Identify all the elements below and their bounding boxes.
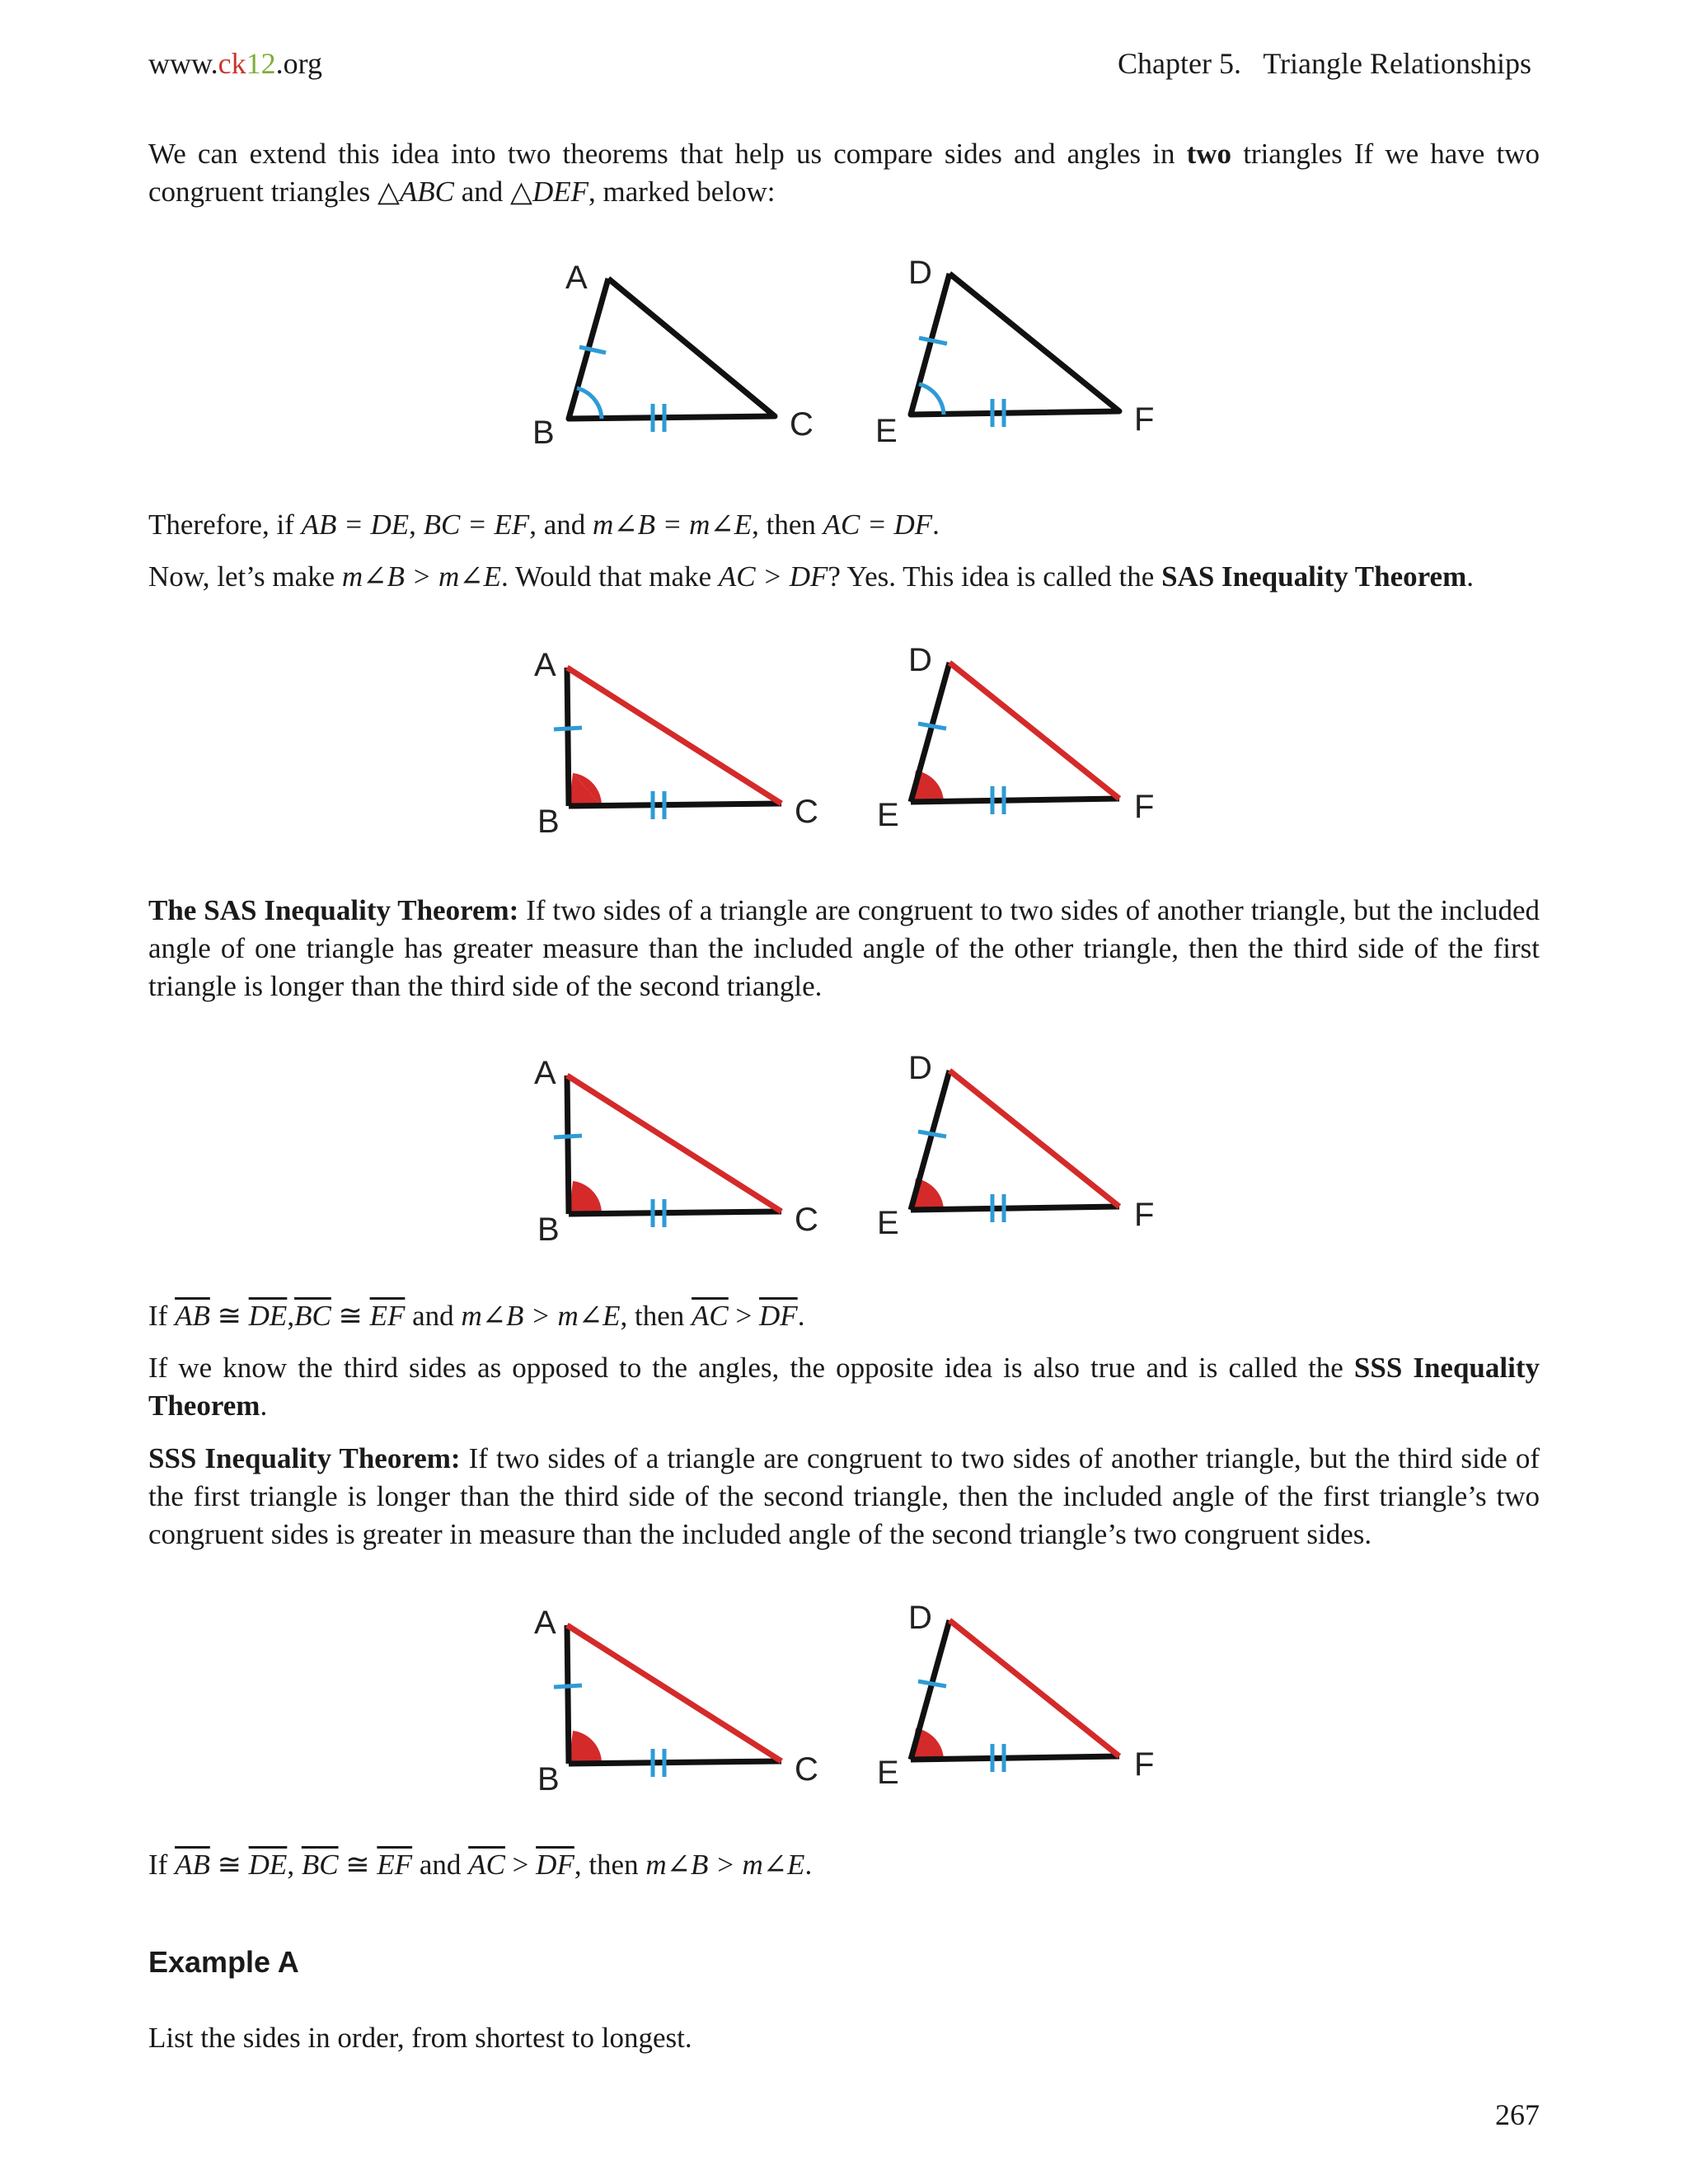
label-b: B bbox=[537, 804, 560, 840]
tick-de bbox=[918, 724, 946, 729]
sas-statement: If $\overline{AB}$ ≅ $\overline{DE},\overline{BC}$ ≅ $\overline{EF}$ and m∠B > m∠E, then $\overline{AC} > \overline{DF}$. bbox=[148, 1300, 805, 1332]
label-e: E bbox=[875, 413, 898, 449]
figure-sas-2 bbox=[0, 1043, 1688, 1257]
side-df bbox=[950, 663, 1119, 799]
figure-sas-1 bbox=[0, 635, 1688, 849]
label-a: A bbox=[534, 647, 556, 683]
label-f: F bbox=[1134, 401, 1155, 438]
sas-theorem-paragraph: The SAS Inequality Theorem: If two sides of a triangle are congruent to two sides of another triangle, but the included angle of one triangle has greater measure than the included angle of the other triangle, then the third side of the first triangle is longer than the third side of the second triangle. bbox=[148, 894, 1540, 1002]
label-d: D bbox=[908, 1600, 932, 1636]
label-c: C bbox=[795, 1202, 818, 1238]
sss-theorem-paragraph: SSS Inequality Theorem: If two sides of a triangle are congruent to two sides of another triangle, but the third side of the first triangle is longer than the third side of the second triangle, then the included angle of the first triangle’s two congruent sides is greater in measure than the included angle of the second triangle’s two congruent sides. bbox=[148, 1442, 1540, 1550]
intro-paragraph: We can extend this idea into two theorems that help us compare sides and angles in two triangles If we have two congruent triangles △ABC and △DEF, marked below: bbox=[148, 138, 1540, 208]
example-heading: Example A bbox=[148, 1945, 299, 1979]
label-e: E bbox=[877, 797, 899, 833]
label-b: B bbox=[532, 415, 555, 451]
label-e: E bbox=[877, 1755, 899, 1791]
label-c: C bbox=[795, 1751, 818, 1788]
label-c: C bbox=[795, 794, 818, 830]
label-f: F bbox=[1134, 1197, 1155, 1233]
label-f: F bbox=[1134, 789, 1155, 825]
figure-sss bbox=[0, 1592, 1688, 1807]
site-url[interactable]: www.ck12.org bbox=[148, 47, 322, 80]
label-a: A bbox=[534, 1055, 556, 1091]
label-a: A bbox=[565, 260, 588, 296]
label-c: C bbox=[790, 406, 814, 443]
side-ab bbox=[567, 668, 569, 806]
figure-congruent-triangles bbox=[0, 247, 1688, 462]
label-d: D bbox=[908, 642, 932, 678]
side-ac bbox=[567, 668, 781, 804]
tick-ab bbox=[554, 728, 582, 729]
tick-ab bbox=[579, 347, 606, 353]
side-ef bbox=[911, 799, 1119, 802]
side-bc bbox=[569, 804, 781, 806]
therefore-line: Therefore, if AB = DE, BC = EF, and m∠B = m∠E, then AC = DF. bbox=[148, 509, 940, 541]
sss-statement: If $\overline{AB}$ ≅ $\overline{DE}$, $\overline{BC}$ ≅ $\overline{EF}$ and $\overline{AC} > \overline{DF}$, then m∠B > m∠E. bbox=[148, 1849, 813, 1881]
page-number: 267 bbox=[1495, 2098, 1540, 2131]
chapter-title: Chapter 5. Triangle Relationships bbox=[1118, 47, 1531, 80]
third-sides-paragraph: If we know the third sides as opposed to the angles, the opposite idea is also true and is called the SSS Inequality Theorem. bbox=[148, 1352, 1540, 1422]
angle-b-arc bbox=[577, 388, 602, 419]
label-f: F bbox=[1134, 1746, 1155, 1783]
now-line: Now, let’s make m∠B > m∠E. Would that make AC > DF? Yes. This idea is called the SAS Inequality Theorem. bbox=[148, 560, 1474, 593]
label-d: D bbox=[908, 255, 932, 291]
label-a: A bbox=[534, 1605, 556, 1641]
label-d: D bbox=[908, 1050, 932, 1086]
label-b: B bbox=[537, 1761, 560, 1797]
label-b: B bbox=[537, 1212, 560, 1248]
angle-e-arc bbox=[919, 384, 944, 415]
triangle-abc bbox=[569, 279, 775, 419]
label-e: E bbox=[877, 1205, 899, 1241]
example-prompt: List the sides in order, from shortest to longest. bbox=[148, 2022, 692, 2054]
tick-de bbox=[919, 338, 947, 344]
